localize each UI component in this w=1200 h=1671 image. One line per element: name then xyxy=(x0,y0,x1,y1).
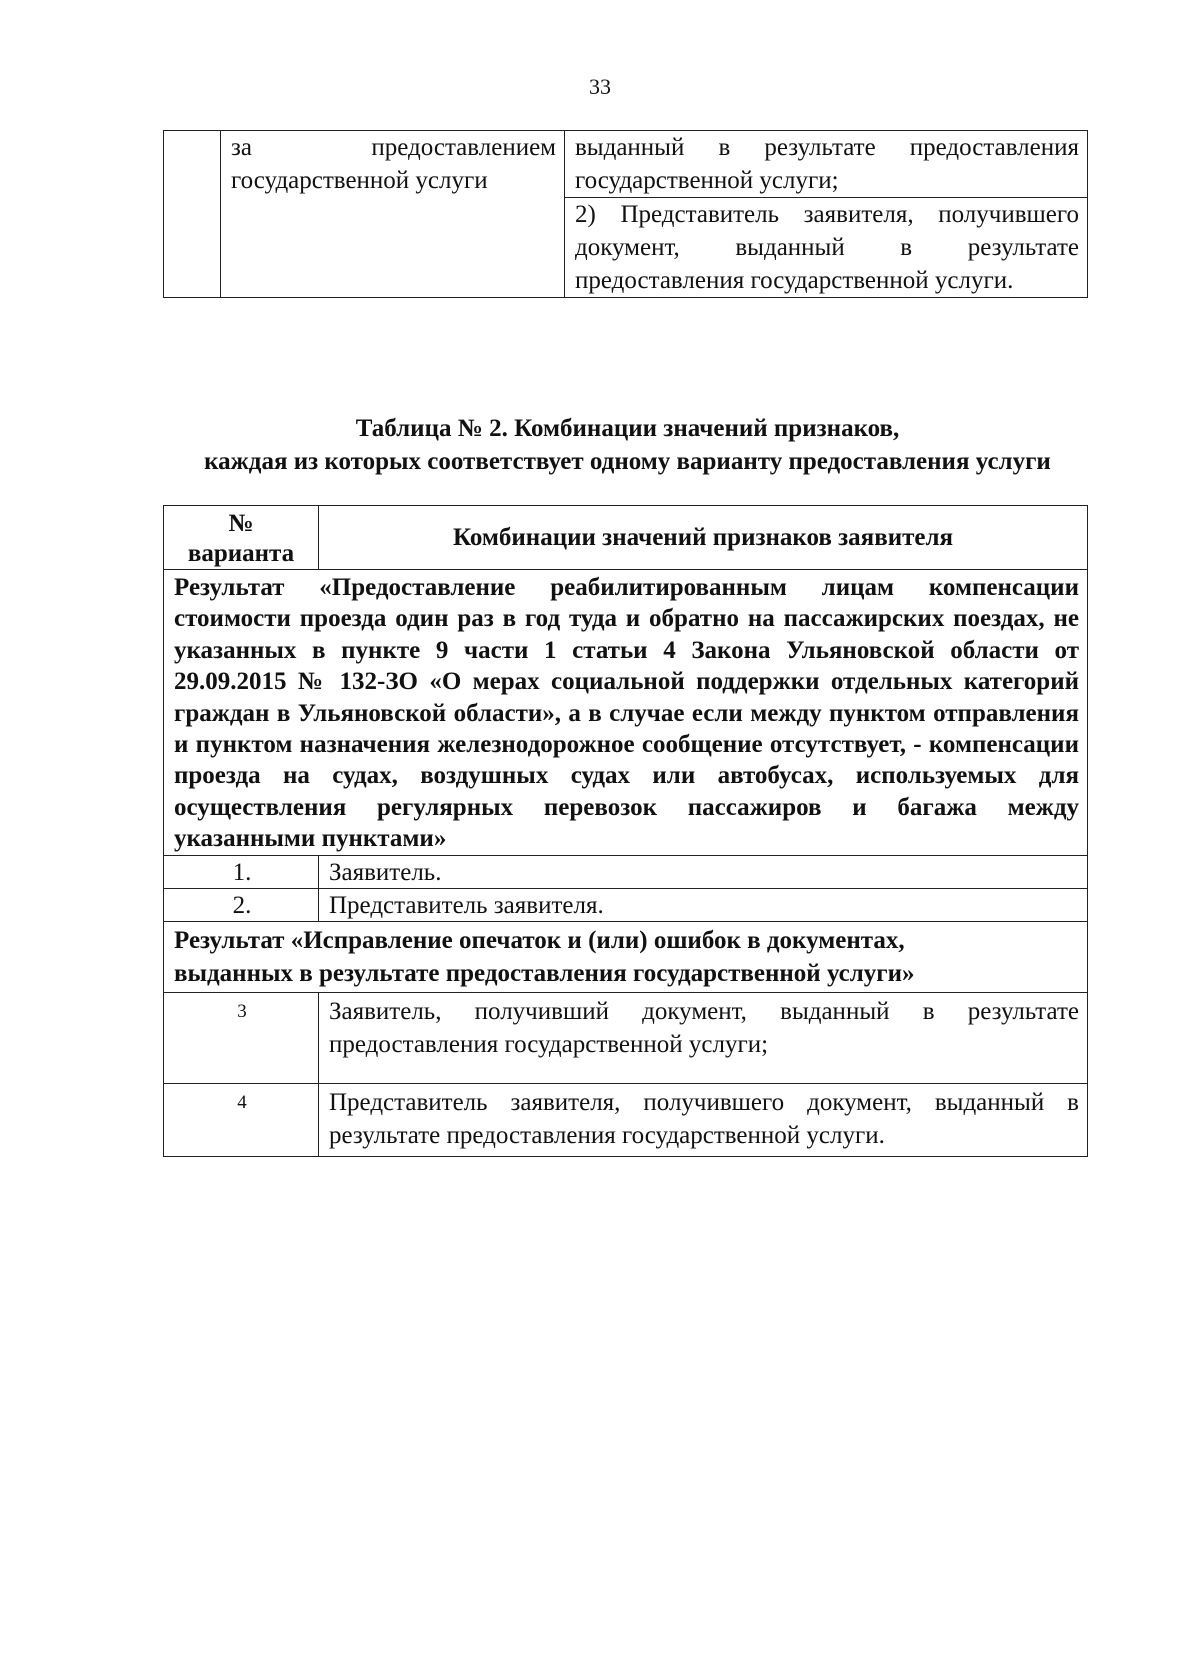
cell-text-line: Заявитель, получивший документ, выданный в результате xyxy=(329,997,1079,1025)
continuation-table xyxy=(163,130,1088,298)
cell-text-line: предоставления государственной услуги; xyxy=(329,1030,769,1058)
cell-text-line: документ, выданный в результате xyxy=(575,234,1079,261)
header-text: № xyxy=(228,510,254,537)
header-text: варианта xyxy=(187,540,295,567)
table-row xyxy=(164,992,1088,1083)
result-1-text: Результат «Предоставление реабилитированным лицам компенсации стоимости проезда один раз в год туда и обратно на пассажирских поездах, не указанных в пункте 9 части 1 статьи 4 Закона Ульяновской области от 29.09.2015 № 132-ЗО «О мерах социальной поддержки отдельных категорий граждан в Ульяновской области», а в случае если между пунктом отправления и пунктом назначения железнодорожное сообщение отсутствует, - компенсации проезда на судах, воздушных судах или автобусах, используемых для осуществления регулярных перевозок пассажиров и багажа между указанными пунктами» xyxy=(164,570,1088,856)
variant-number: 4 xyxy=(164,1083,319,1156)
table-cell-applicants xyxy=(565,131,1088,298)
header-combinations: Комбинации значений признаков заявителя xyxy=(319,506,1088,570)
cell-text-line: 2) Представитель заявителя, получившего xyxy=(575,201,1079,228)
cell-text-line: государственной услуги xyxy=(231,167,488,194)
variant-description xyxy=(319,992,1088,1083)
variant-number: 3 xyxy=(164,992,319,1083)
cell-text-line: результате предоставления государственной услуги. xyxy=(329,1121,885,1149)
result-line: выданных в результате предоставления государственной услуги» xyxy=(174,959,915,987)
variants-table xyxy=(163,505,1088,1157)
variant-number: 2. xyxy=(164,888,319,921)
table-title xyxy=(160,412,1095,478)
result-row xyxy=(164,570,1088,856)
result-2-text xyxy=(164,921,1088,992)
table-row xyxy=(164,855,1088,888)
table-cell-empty xyxy=(164,131,221,298)
table-title-line: каждая из которых соответствует одному варианту предоставления услуги xyxy=(204,448,1051,475)
page-number: 33 xyxy=(589,74,611,99)
table-row xyxy=(164,888,1088,921)
cell-text-line: Представитель заявителя, получившего документ, выданный в xyxy=(329,1088,1079,1116)
cell-text-line: выданный в результате предоставления xyxy=(575,134,1079,161)
table-row xyxy=(164,131,1088,298)
result-row xyxy=(164,921,1088,992)
variant-number: 1. xyxy=(164,855,319,888)
variant-description xyxy=(319,1083,1088,1156)
cell-text-line: за предоставлением xyxy=(231,134,556,161)
table-title-line: Таблица № 2. Комбинации значений признаков, xyxy=(355,415,900,442)
applicant-item-2 xyxy=(565,197,1087,297)
table-row xyxy=(164,1083,1088,1156)
variant-description: Заявитель. xyxy=(319,855,1088,888)
result-line: Результат «Исправление опечаток и (или) ошибок в документах, xyxy=(174,926,905,954)
cell-text-line: предоставления государственной услуги. xyxy=(575,267,1014,294)
header-variant-number xyxy=(164,506,319,570)
table-cell-subject xyxy=(221,131,565,298)
cell-text-line: государственной услуги; xyxy=(575,167,839,194)
table-header-row xyxy=(164,506,1088,570)
variant-description: Представитель заявителя. xyxy=(319,888,1088,921)
